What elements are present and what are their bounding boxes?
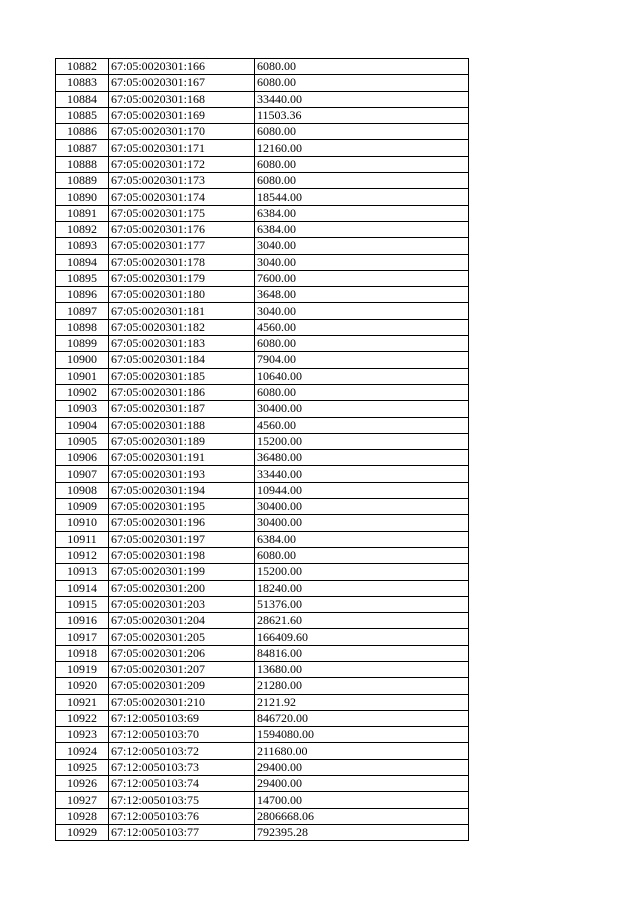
cadastral-number-cell: 67:12:0050103:76	[109, 808, 255, 824]
row-number-cell: 10895	[56, 270, 109, 286]
value-cell: 18240.00	[255, 580, 469, 596]
table-row	[56, 368, 469, 384]
row-number-cell: 10911	[56, 531, 109, 547]
row-number-cell: 10915	[56, 596, 109, 612]
cadastral-number-cell: 67:05:0020301:207	[109, 661, 255, 677]
table-row	[56, 743, 469, 759]
cadastral-number-cell: 67:12:0050103:75	[109, 792, 255, 808]
table-row	[56, 759, 469, 775]
row-number-cell: 10910	[56, 515, 109, 531]
cadastral-number-cell: 67:05:0020301:184	[109, 352, 255, 368]
cadastral-number-cell: 67:05:0020301:196	[109, 515, 255, 531]
cadastral-number-cell: 67:12:0050103:74	[109, 776, 255, 792]
value-cell: 30400.00	[255, 401, 469, 417]
cadastral-number-cell: 67:12:0050103:69	[109, 710, 255, 726]
value-cell: 1594080.00	[255, 727, 469, 743]
table-row	[56, 792, 469, 808]
row-number-cell: 10907	[56, 466, 109, 482]
row-number-cell: 10929	[56, 824, 109, 840]
cadastral-number-cell: 67:05:0020301:199	[109, 564, 255, 580]
value-cell: 84816.00	[255, 645, 469, 661]
data-table	[55, 58, 469, 841]
value-cell: 10944.00	[255, 482, 469, 498]
table-row	[56, 499, 469, 515]
row-number-cell: 10900	[56, 352, 109, 368]
table-row	[56, 824, 469, 840]
table-row	[56, 727, 469, 743]
cadastral-number-cell: 67:05:0020301:191	[109, 450, 255, 466]
value-cell: 6080.00	[255, 124, 469, 140]
cadastral-number-cell: 67:12:0050103:73	[109, 759, 255, 775]
value-cell: 14700.00	[255, 792, 469, 808]
value-cell: 4560.00	[255, 417, 469, 433]
table-row	[56, 75, 469, 91]
cadastral-number-cell: 67:05:0020301:200	[109, 580, 255, 596]
value-cell: 3040.00	[255, 238, 469, 254]
row-number-cell: 10885	[56, 107, 109, 123]
cadastral-number-cell: 67:05:0020301:176	[109, 221, 255, 237]
cadastral-number-cell: 67:05:0020301:179	[109, 270, 255, 286]
cadastral-number-cell: 67:05:0020301:205	[109, 629, 255, 645]
row-number-cell: 10884	[56, 91, 109, 107]
row-number-cell: 10927	[56, 792, 109, 808]
row-number-cell: 10894	[56, 254, 109, 270]
table-row	[56, 661, 469, 677]
table-row	[56, 466, 469, 482]
cadastral-number-cell: 67:05:0020301:175	[109, 205, 255, 221]
table-row	[56, 336, 469, 352]
value-cell: 6080.00	[255, 156, 469, 172]
row-number-cell: 10904	[56, 417, 109, 433]
value-cell: 2121.92	[255, 694, 469, 710]
cadastral-number-cell: 67:05:0020301:186	[109, 384, 255, 400]
cadastral-number-cell: 67:05:0020301:188	[109, 417, 255, 433]
value-cell: 6080.00	[255, 75, 469, 91]
value-cell: 15200.00	[255, 564, 469, 580]
cadastral-number-cell: 67:05:0020301:198	[109, 547, 255, 563]
cadastral-number-cell: 67:05:0020301:194	[109, 482, 255, 498]
row-number-cell: 10924	[56, 743, 109, 759]
value-cell: 6080.00	[255, 384, 469, 400]
table-row	[56, 547, 469, 563]
value-cell: 21280.00	[255, 678, 469, 694]
cadastral-number-cell: 67:05:0020301:178	[109, 254, 255, 270]
value-cell: 30400.00	[255, 515, 469, 531]
row-number-cell: 10896	[56, 287, 109, 303]
cadastral-number-cell: 67:12:0050103:70	[109, 727, 255, 743]
row-number-cell: 10898	[56, 319, 109, 335]
value-cell: 6384.00	[255, 531, 469, 547]
row-number-cell: 10902	[56, 384, 109, 400]
table-row	[56, 124, 469, 140]
cadastral-number-cell: 67:12:0050103:72	[109, 743, 255, 759]
table-row	[56, 189, 469, 205]
row-number-cell: 10886	[56, 124, 109, 140]
cadastral-number-cell: 67:05:0020301:209	[109, 678, 255, 694]
value-cell: 36480.00	[255, 450, 469, 466]
cadastral-number-cell: 67:05:0020301:171	[109, 140, 255, 156]
table-row	[56, 596, 469, 612]
table-row	[56, 173, 469, 189]
table-row	[56, 808, 469, 824]
cadastral-number-cell: 67:05:0020301:170	[109, 124, 255, 140]
row-number-cell: 10909	[56, 499, 109, 515]
cadastral-number-cell: 67:05:0020301:183	[109, 336, 255, 352]
table-row	[56, 564, 469, 580]
value-cell: 846720.00	[255, 710, 469, 726]
table-body	[56, 59, 469, 841]
value-cell: 29400.00	[255, 759, 469, 775]
row-number-cell: 10921	[56, 694, 109, 710]
cadastral-number-cell: 67:12:0050103:77	[109, 824, 255, 840]
value-cell: 6080.00	[255, 547, 469, 563]
table-row	[56, 694, 469, 710]
cadastral-number-cell: 67:05:0020301:168	[109, 91, 255, 107]
value-cell: 7600.00	[255, 270, 469, 286]
value-cell: 7904.00	[255, 352, 469, 368]
value-cell: 12160.00	[255, 140, 469, 156]
row-number-cell: 10919	[56, 661, 109, 677]
row-number-cell: 10918	[56, 645, 109, 661]
table-row	[56, 678, 469, 694]
table-row	[56, 254, 469, 270]
value-cell: 29400.00	[255, 776, 469, 792]
row-number-cell: 10905	[56, 433, 109, 449]
row-number-cell: 10925	[56, 759, 109, 775]
row-number-cell: 10928	[56, 808, 109, 824]
table-row	[56, 433, 469, 449]
value-cell: 33440.00	[255, 91, 469, 107]
table-row	[56, 401, 469, 417]
table-row	[56, 613, 469, 629]
table-row	[56, 319, 469, 335]
value-cell: 792395.28	[255, 824, 469, 840]
cadastral-number-cell: 67:05:0020301:195	[109, 499, 255, 515]
value-cell: 6080.00	[255, 336, 469, 352]
row-number-cell: 10888	[56, 156, 109, 172]
row-number-cell: 10917	[56, 629, 109, 645]
row-number-cell: 10889	[56, 173, 109, 189]
table-row	[56, 59, 469, 75]
cadastral-number-cell: 67:05:0020301:185	[109, 368, 255, 384]
row-number-cell: 10883	[56, 75, 109, 91]
table-row	[56, 303, 469, 319]
row-number-cell: 10906	[56, 450, 109, 466]
value-cell: 13680.00	[255, 661, 469, 677]
cadastral-number-cell: 67:05:0020301:193	[109, 466, 255, 482]
cadastral-number-cell: 67:05:0020301:173	[109, 173, 255, 189]
value-cell: 33440.00	[255, 466, 469, 482]
value-cell: 6384.00	[255, 221, 469, 237]
cadastral-number-cell: 67:05:0020301:206	[109, 645, 255, 661]
value-cell: 3648.00	[255, 287, 469, 303]
table-row	[56, 776, 469, 792]
table-row	[56, 629, 469, 645]
table-row	[56, 482, 469, 498]
value-cell: 3040.00	[255, 254, 469, 270]
table-row	[56, 221, 469, 237]
cadastral-number-cell: 67:05:0020301:167	[109, 75, 255, 91]
table-row	[56, 156, 469, 172]
value-cell: 211680.00	[255, 743, 469, 759]
cadastral-number-cell: 67:05:0020301:172	[109, 156, 255, 172]
value-cell: 18544.00	[255, 189, 469, 205]
cadastral-number-cell: 67:05:0020301:169	[109, 107, 255, 123]
row-number-cell: 10920	[56, 678, 109, 694]
row-number-cell: 10899	[56, 336, 109, 352]
cadastral-number-cell: 67:05:0020301:166	[109, 59, 255, 75]
cadastral-number-cell: 67:05:0020301:189	[109, 433, 255, 449]
row-number-cell: 10926	[56, 776, 109, 792]
cadastral-number-cell: 67:05:0020301:182	[109, 319, 255, 335]
cadastral-number-cell: 67:05:0020301:174	[109, 189, 255, 205]
table-row	[56, 580, 469, 596]
cadastral-number-cell: 67:05:0020301:177	[109, 238, 255, 254]
value-cell: 15200.00	[255, 433, 469, 449]
table-row	[56, 140, 469, 156]
row-number-cell: 10914	[56, 580, 109, 596]
cadastral-number-cell: 67:05:0020301:181	[109, 303, 255, 319]
table-row	[56, 270, 469, 286]
row-number-cell: 10887	[56, 140, 109, 156]
row-number-cell: 10913	[56, 564, 109, 580]
table-row	[56, 91, 469, 107]
table-row	[56, 205, 469, 221]
table-row	[56, 384, 469, 400]
cadastral-number-cell: 67:05:0020301:204	[109, 613, 255, 629]
row-number-cell: 10916	[56, 613, 109, 629]
value-cell: 10640.00	[255, 368, 469, 384]
row-number-cell: 10922	[56, 710, 109, 726]
cadastral-number-cell: 67:05:0020301:210	[109, 694, 255, 710]
value-cell: 3040.00	[255, 303, 469, 319]
table-row	[56, 450, 469, 466]
row-number-cell: 10901	[56, 368, 109, 384]
value-cell: 166409.60	[255, 629, 469, 645]
value-cell: 51376.00	[255, 596, 469, 612]
value-cell: 30400.00	[255, 499, 469, 515]
table-row	[56, 645, 469, 661]
value-cell: 28621.60	[255, 613, 469, 629]
cadastral-number-cell: 67:05:0020301:203	[109, 596, 255, 612]
row-number-cell: 10892	[56, 221, 109, 237]
row-number-cell: 10897	[56, 303, 109, 319]
value-cell: 6080.00	[255, 59, 469, 75]
table-row	[56, 531, 469, 547]
value-cell: 6384.00	[255, 205, 469, 221]
row-number-cell: 10893	[56, 238, 109, 254]
table-row	[56, 515, 469, 531]
table-row	[56, 107, 469, 123]
table-row	[56, 287, 469, 303]
cadastral-number-cell: 67:05:0020301:197	[109, 531, 255, 547]
row-number-cell: 10908	[56, 482, 109, 498]
row-number-cell: 10912	[56, 547, 109, 563]
table-row	[56, 352, 469, 368]
row-number-cell: 10923	[56, 727, 109, 743]
row-number-cell: 10890	[56, 189, 109, 205]
row-number-cell: 10903	[56, 401, 109, 417]
row-number-cell: 10882	[56, 59, 109, 75]
table-row	[56, 417, 469, 433]
value-cell: 2806668.06	[255, 808, 469, 824]
table-row	[56, 238, 469, 254]
value-cell: 6080.00	[255, 173, 469, 189]
row-number-cell: 10891	[56, 205, 109, 221]
cadastral-number-cell: 67:05:0020301:180	[109, 287, 255, 303]
value-cell: 11503.36	[255, 107, 469, 123]
cadastral-number-cell: 67:05:0020301:187	[109, 401, 255, 417]
table-row	[56, 710, 469, 726]
value-cell: 4560.00	[255, 319, 469, 335]
